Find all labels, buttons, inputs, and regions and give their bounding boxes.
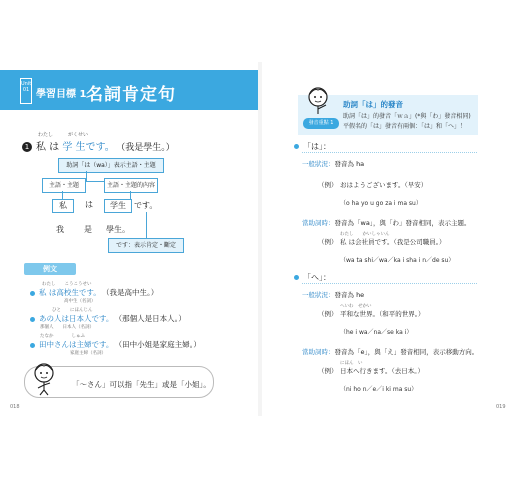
special-label: 當助詞時：: [302, 219, 335, 227]
header-line-1: 助詞「は」的發音「ｗａ」(*與「わ」發音相同): [343, 113, 471, 120]
diagram-line: [146, 212, 147, 238]
dotted-divider: [302, 152, 477, 153]
example-ruby: わたし かいしゃいん: [340, 232, 390, 237]
diagram-word-gakusei: 学生: [104, 199, 132, 213]
bullet-icon: [30, 343, 35, 348]
example-ruby: ひと にほんじん: [52, 308, 93, 313]
example-row: [318, 180, 428, 189]
example-item: [30, 287, 158, 298]
mascot-icon: [304, 86, 332, 116]
diagram-left-box: 主語・主題: [42, 178, 86, 193]
example-jp: 田中さんは主婦です。: [39, 340, 114, 349]
page-title: 名詞肯定句: [86, 85, 176, 105]
romaji-line: （he i wa／na／se ka i）: [340, 329, 413, 336]
main-sentence: [22, 138, 175, 153]
general-row: [302, 290, 364, 299]
diagram-bottom-box: です：表示肯定・斷定: [108, 238, 184, 253]
general-row: [302, 159, 364, 168]
ruby-gakusei: がくせい: [68, 132, 89, 138]
page-number-right: 019: [496, 404, 506, 410]
example-ruby: わたし こうこうせい: [42, 282, 92, 287]
section-head-text: 「へ」：: [303, 273, 331, 282]
example-tag: （例）: [318, 310, 338, 318]
general-text: 發音為 ha: [334, 160, 365, 168]
example-zh: （我是高中生。）: [105, 288, 159, 297]
diagram-zh-3: 學生。: [106, 225, 130, 234]
dotted-divider: [302, 283, 477, 284]
general-text: 發音為 he: [334, 291, 365, 299]
example-tag: （例）: [318, 367, 338, 375]
section-head-ha: [294, 141, 331, 152]
special-label: 當助詞時：: [302, 348, 335, 356]
diagram-word-watashi: 私: [52, 199, 74, 213]
bullet-icon: [294, 144, 299, 149]
example-jp: おはようございます。（早安）: [340, 181, 428, 189]
romaji-line: （ni ho n／e／i ki ma su）: [340, 386, 418, 393]
example-row: [318, 309, 425, 318]
example-sub: 家庭主婦（名詞）: [70, 351, 106, 356]
ruby-watashi: わたし: [38, 132, 54, 138]
example-jp: あの人は日本人です。: [39, 314, 114, 323]
diagram-top-box: 助詞「は（wa）」表示主語・主題: [58, 158, 164, 173]
example-jp: 日本へ行きます。（去日本。）: [340, 367, 424, 375]
bullet-icon: [30, 317, 35, 322]
example-row: [318, 366, 424, 375]
page-number-left: 018: [10, 404, 20, 410]
general-label: 一般狀況：: [302, 291, 335, 299]
romaji-line: （wa ta shi／wa／ka i sha i n／de su）: [340, 257, 455, 264]
example-zh: （那個人是日本人。）: [118, 314, 186, 323]
bullet-icon: [30, 291, 35, 296]
example-tag: （例）: [318, 238, 338, 246]
special-text: 發音為「wa」，與「わ」發音相同，表示主題。: [334, 219, 471, 227]
example-row: [318, 237, 446, 246]
diagram-zh-2: 是: [84, 225, 92, 234]
mascot-icon: [30, 362, 58, 396]
diagram-word-desu: です。: [134, 201, 158, 210]
header-line-2: 平假名的「は」發音有兩個：「は」和「へ」！: [343, 123, 467, 130]
example-tag: （例）: [318, 181, 338, 189]
example-jp: 私 は会社員です。（我是公司職員。）: [340, 238, 446, 246]
bullet-icon: [294, 275, 299, 280]
diagram-word-wa: は: [82, 199, 96, 211]
example-ruby: たなか しゅふ: [40, 334, 85, 339]
section-head-he: [294, 272, 331, 283]
special-text: 發音為「e」，與「え」發音相同，表示移動方向。: [334, 348, 479, 356]
diagram-line: [130, 191, 131, 199]
banner-label: 學習目標 1: [36, 89, 87, 100]
sentence-jp-c: です。: [85, 142, 115, 153]
special-row: [302, 347, 478, 356]
example-jp: 私 は高校生です。: [39, 288, 101, 297]
sentence-zh: （我是學生。）: [120, 143, 175, 153]
diagram-line: [62, 191, 63, 199]
unit-label: Unit 01: [20, 78, 32, 104]
romaji-line: （o ha yo u go za i ma su）: [340, 200, 422, 207]
example-jp: 平和な世界。（和平的世界。）: [340, 310, 425, 318]
note-text: 「～さん」可以指「先生」或是「小姐」。: [72, 380, 211, 389]
sentence-number: 1: [22, 142, 32, 152]
diagram-line: [86, 171, 87, 181]
example-ruby: へいわ せかい: [340, 304, 372, 309]
diagram-zh-1: 我: [56, 225, 64, 234]
example-ruby: にほん い: [340, 361, 363, 366]
special-row: [302, 218, 471, 227]
section-title: 助詞「は」的發音: [343, 100, 403, 109]
diagram-right-box: 主語・主題的內容: [104, 178, 158, 193]
sentence-jp-a: 私 は: [36, 142, 63, 153]
general-label: 一般狀況：: [302, 160, 335, 168]
examples-label: 例文: [24, 263, 76, 275]
example-zh: （田中小姐是家庭主婦。）: [118, 340, 201, 349]
example-sub: 高中生（名詞）: [64, 299, 96, 304]
sentence-jp-b: 学 生: [62, 142, 86, 153]
example-item: [30, 339, 201, 350]
pronunciation-badge: 發音重點 1: [303, 118, 339, 129]
section-head-text: 「は」：: [303, 142, 331, 151]
example-item: [30, 313, 186, 324]
example-sub: 那個人 日本人（名詞）: [40, 325, 94, 330]
